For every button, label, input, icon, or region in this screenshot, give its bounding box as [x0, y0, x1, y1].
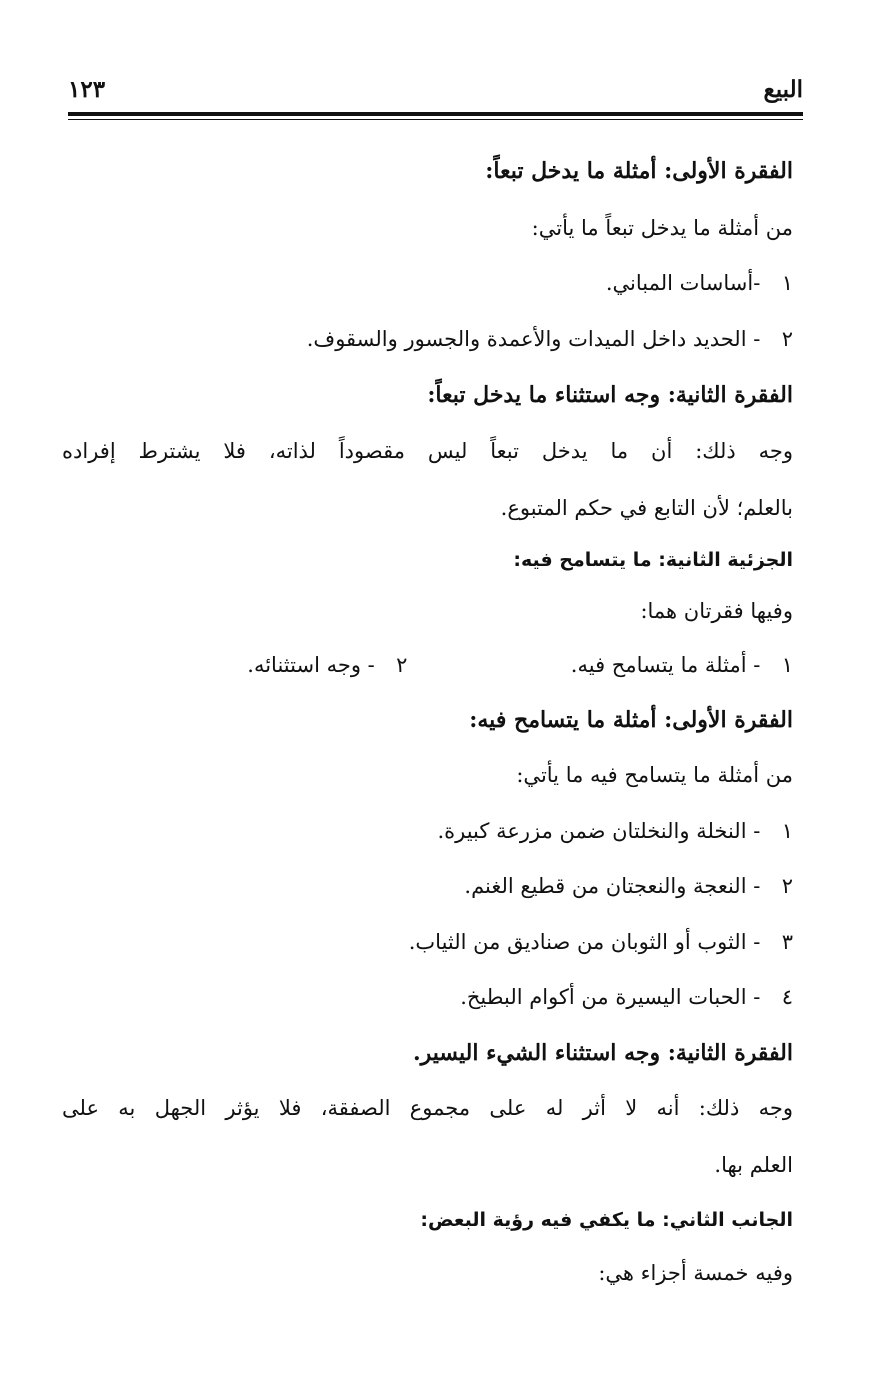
header-rule-thin: [68, 119, 803, 120]
list-text: - النعجة والنعجتان من قطيع الغنم.: [464, 874, 761, 898]
list-item: [437, 816, 793, 846]
paragraph: وفيه خمسة أجزاء هي:: [598, 1261, 793, 1285]
paragraph: وفيها فقرتان هما:: [640, 599, 793, 623]
paragraph-line: وجه ذلك: أن ما يدخل تبعاً ليس مقصوداً لذاته، فلا يشترط إفراده: [62, 439, 793, 463]
list-text: - وجه استثنائه.: [247, 653, 375, 677]
section-heading: الفقرة الثانية: وجه استثناء الشيء اليسير.: [412, 1040, 793, 1066]
list-number: ٤: [781, 985, 793, 1009]
list-text: - الحديد داخل الميدات والأعمدة والجسور والسقوف.: [306, 327, 761, 351]
running-header: [68, 76, 803, 104]
list-item: [307, 324, 793, 354]
list-text: - أمثلة ما يتسامح فيه.: [570, 653, 761, 677]
list-item: [606, 268, 793, 298]
list-number: ٣: [781, 930, 793, 954]
list-text: - الحبات اليسيرة من أكوام البطيخ.: [460, 985, 761, 1009]
header-rule-thick: [68, 112, 803, 116]
subsection-heading: الجزئية الثانية: ما يتسامح فيه:: [513, 549, 793, 571]
list-text: -أساسات المباني.: [605, 271, 761, 295]
paragraph-line: وجه ذلك: أنه لا أثر له على مجموع الصفقة، فلا يؤثر الجهل به على: [62, 1096, 793, 1120]
list-number: ١: [781, 819, 793, 843]
list-item: [460, 982, 793, 1012]
list-number: ٢: [781, 874, 793, 898]
paragraph-line: بالعلم؛ لأن التابع في حكم المتبوع.: [500, 496, 793, 520]
paragraph: من أمثلة ما يتسامح فيه ما يأتي:: [516, 763, 793, 787]
subsection-heading: الجانب الثاني: ما يكفي فيه رؤية البعض:: [420, 1209, 793, 1231]
section-heading: الفقرة الأولى: أمثلة ما يتسامح فيه:: [469, 707, 793, 733]
list-text: - الثوب أو الثوبان من صناديق من الثياب.: [408, 930, 761, 954]
page-number: ١٢٣: [68, 76, 106, 103]
section-heading: الفقرة الأولى: أمثلة ما يدخل تبعاً:: [485, 158, 793, 184]
list-item: [464, 871, 793, 901]
list-number: ١: [781, 271, 793, 295]
paragraph-line: العلم بها.: [714, 1153, 793, 1177]
chapter-title: البيع: [763, 76, 803, 103]
paragraph: من أمثلة ما يدخل تبعاً ما يأتي:: [531, 216, 793, 240]
list-item-pair: [247, 650, 793, 680]
list-number: ٢: [781, 327, 793, 351]
list-item: [409, 927, 793, 957]
section-heading: الفقرة الثانية: وجه استثناء ما يدخل تبعاً:: [427, 382, 793, 408]
list-number: ٢: [396, 653, 408, 677]
list-text: - النخلة والنخلتان ضمن مزرعة كبيرة.: [437, 819, 761, 843]
list-number: ١: [781, 653, 793, 677]
